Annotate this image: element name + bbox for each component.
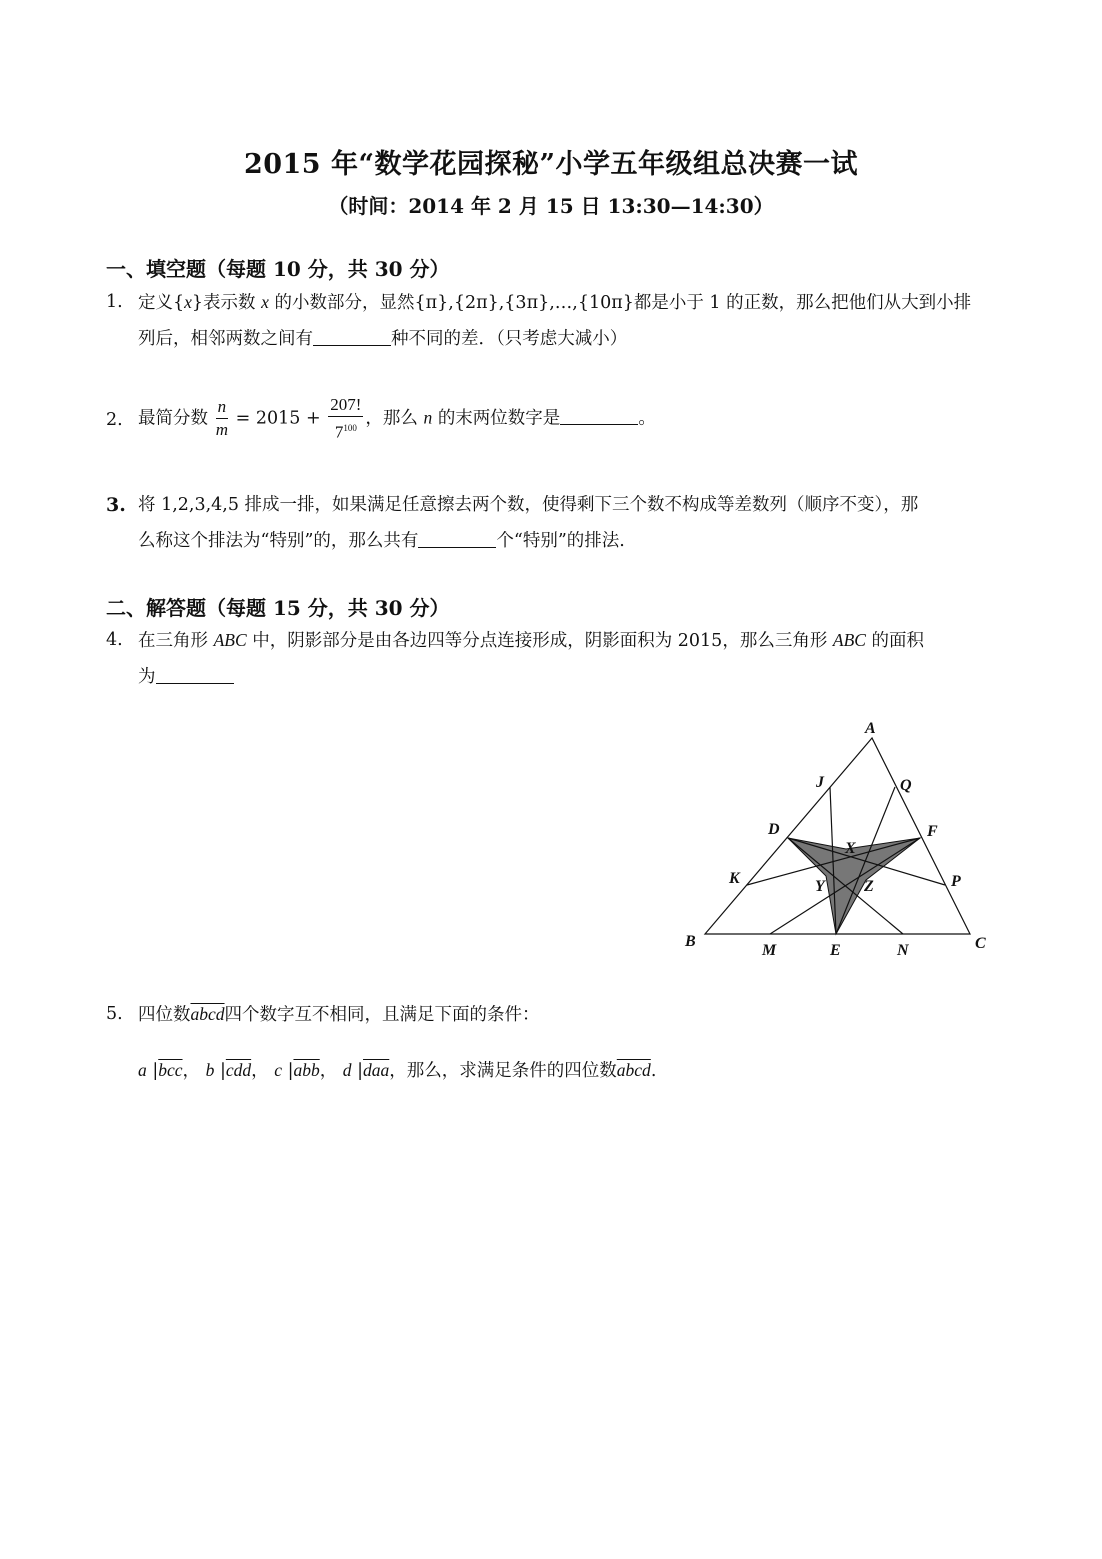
comma: ， [182,1061,201,1081]
label-z: Z [864,878,874,895]
label-a: A [865,720,876,737]
label-b: B [685,933,696,950]
q1-var-x: x [261,292,269,312]
q5-text: ，那么，求满足条件的四位数 [389,1061,617,1081]
condition-var: a [138,1060,147,1080]
overline-number: $\overline{bcc}$ [158,1060,183,1080]
triangle-name: ABC [213,630,247,650]
label-f: F [927,823,938,840]
triangle-name: ABC [832,630,866,650]
divides-sign: | [152,1061,159,1081]
condition-var: b [205,1060,215,1080]
q2-var-n: n [423,407,433,428]
q4-text: 为 [138,667,156,687]
q1-text: 定义{ [138,293,185,313]
overline-number: $\overline{cdd}$ [225,1060,252,1080]
label-y: Y [815,878,825,895]
fraction-denominator: m [215,420,228,440]
question-3 [106,487,1006,559]
answer-blank[interactable] [560,406,638,425]
section-heading-fill-in: 一、填空题（每题 10 分，共 30 分） [106,257,450,281]
label-j: J [816,774,824,791]
power-base: 7 [334,422,344,442]
q5-conditions [138,1052,998,1089]
answer-blank[interactable] [313,327,391,346]
q4-text: 中，阴影部分是由各边四等分点连接形成，阴影面积为 2015，那么三角形 [252,631,828,651]
question-number: 2. [106,410,123,430]
q4-text: 的面积 [871,631,925,651]
fraction-207-factorial [328,394,363,444]
exam-time: （时间：2014 年 2 月 15 日 13:30—14:30） [328,194,774,218]
answer-blank[interactable] [156,665,234,684]
q1-text: 种不同的差．（只考虑大减小） [391,329,628,349]
q3-text: 将 1,2,3,4,5 排成一排，如果满足任意擦去两个数，使得剩下三个数不构成等差数列（顺序不变），那 [138,495,919,515]
page-title: 2015 年“数学花园探秘”小学五年级组总决赛一试 [243,149,859,180]
q3-text: 个“特别”的排法. [496,531,625,551]
fraction-numerator: 207! [328,394,363,417]
q2-text: 。 [638,408,656,429]
triangle-figure [670,700,1010,980]
question-number: 4. [106,630,123,650]
q5-text: 四个数字互不相同，且满足下面的条件： [224,1005,540,1025]
equation-sign: = 2015 + [235,408,321,429]
fraction-numerator: n [216,396,229,419]
overline-number: $\overline{abb}$ [293,1060,320,1080]
q3-text: 么称这个排法为“特别”的，那么共有 [138,531,419,551]
overline-number: abcd [616,1060,651,1080]
condition-var: c [274,1060,282,1080]
divides-sign: | [219,1061,226,1081]
question-number: 3. [106,494,126,516]
q5-text: 四位数 [138,1005,191,1025]
question-5 [106,996,1006,1033]
q2-text: 的末两位数字是 [437,408,561,429]
label-p: P [951,873,961,890]
q2-text: 最简分数 [138,408,208,429]
fraction-denominator [328,417,363,444]
condition-var: d [342,1060,352,1080]
label-e: E [830,942,841,959]
label-x: X [845,840,856,857]
label-m: M [762,942,777,959]
label-q: Q [900,777,912,794]
section-heading-answer: 二、解答题（每题 15 分，共 30 分） [106,596,450,620]
overline-number: $\overline{daa}$ [363,1060,390,1080]
q1-text: }表示数 [191,293,256,313]
q2-text: ，那么 [365,408,418,429]
q4-text: 在三角形 [138,631,208,651]
question-4 [106,622,1006,695]
q5-text: . [650,1061,657,1081]
answer-blank[interactable] [418,529,496,548]
q1-var-x: x [184,292,192,312]
divides-sign: | [287,1061,294,1081]
question-2 [106,394,1006,444]
label-c: C [975,935,986,952]
question-1 [106,284,1006,357]
q1-text: 的小数部分，显然{π},{2π},{3π},…,{10π}都是小于 1 的正数，那么把他们从大到小排 [274,293,972,313]
divides-sign: | [357,1061,364,1081]
overline-number: abcd [190,1004,225,1024]
label-k: K [729,870,740,887]
q1-text: 列后，相邻两数之间有 [138,329,313,349]
label-n: N [897,942,909,959]
comma: ， [319,1061,338,1081]
label-d: D [768,821,780,838]
question-number: 5. [106,1004,123,1024]
fraction-n-over-m [216,396,229,441]
comma: ， [251,1061,269,1081]
power-exponent: 100 [343,423,357,433]
question-number: 1. [106,292,123,312]
